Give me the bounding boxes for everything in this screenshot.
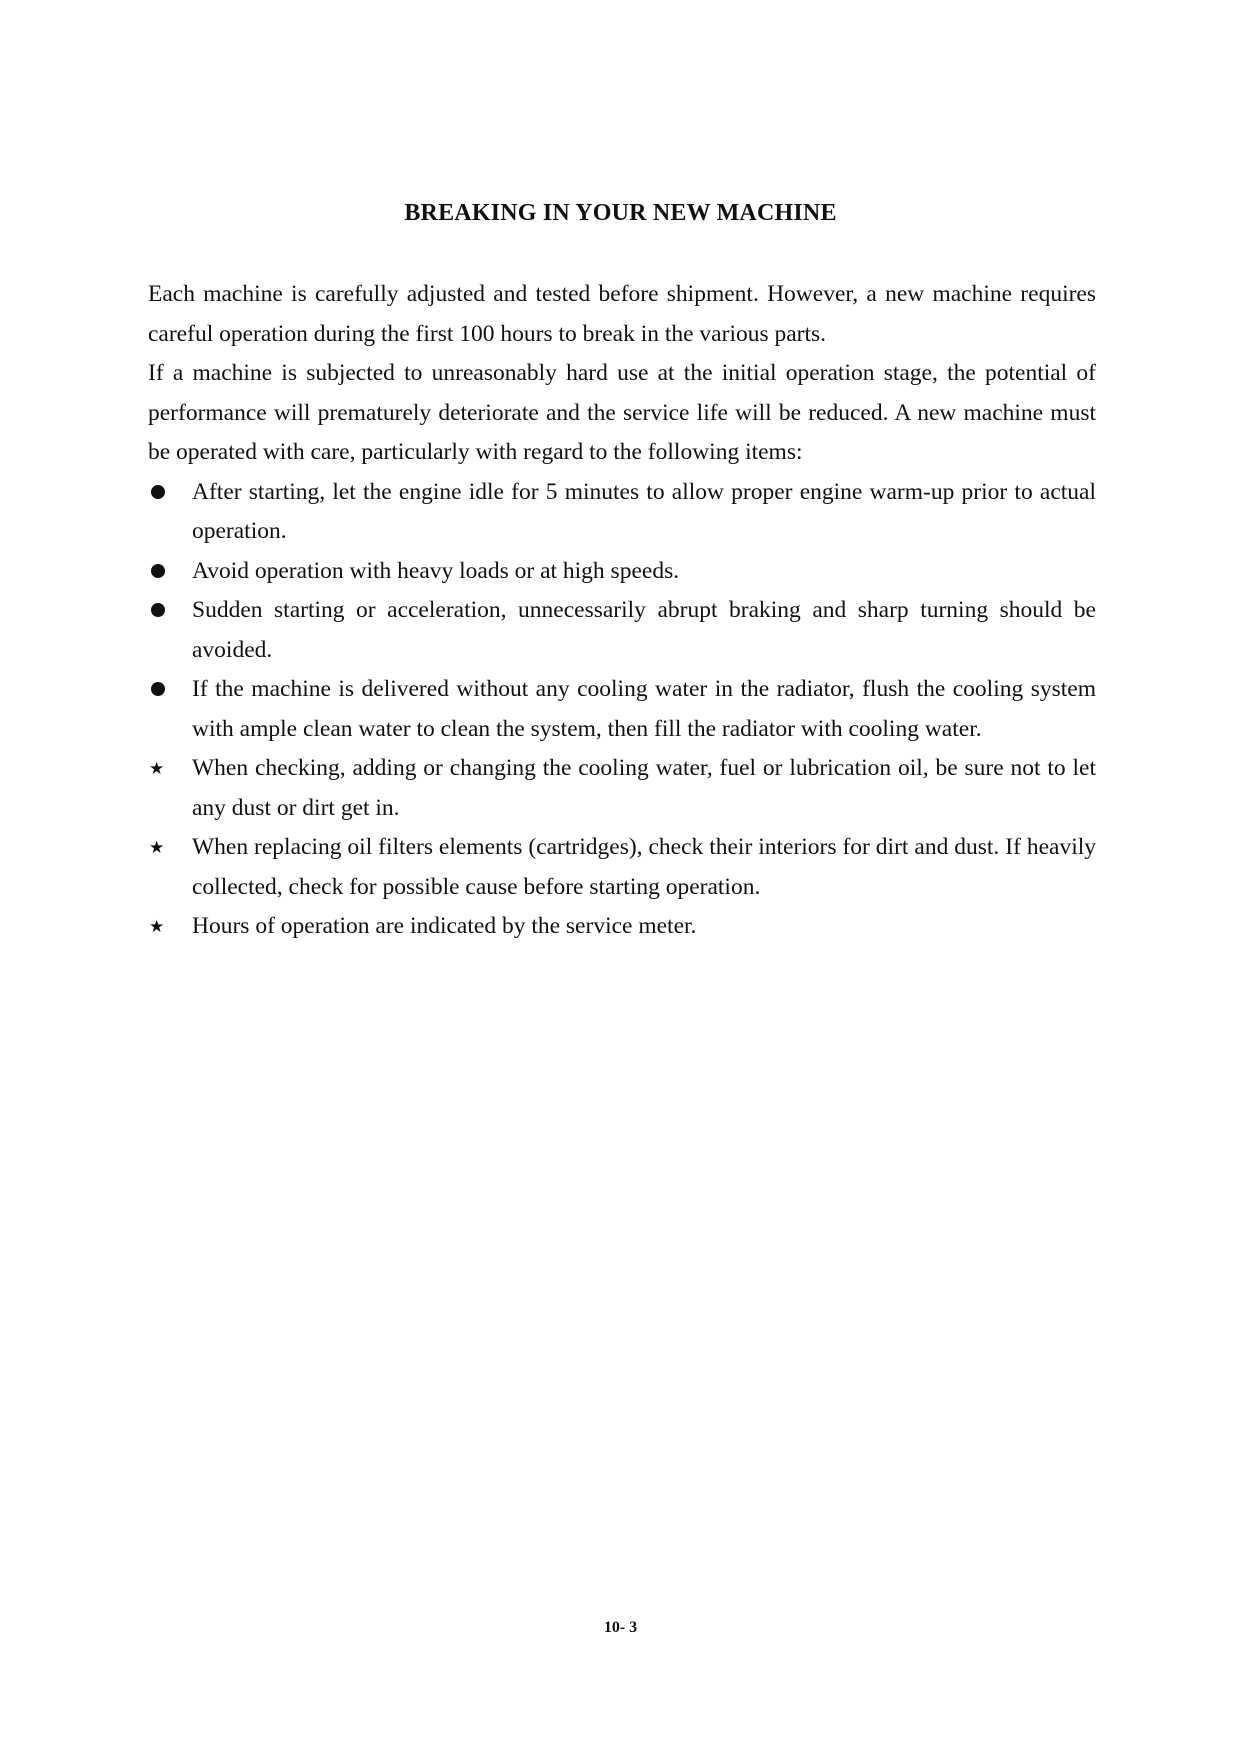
bullet-dot-icon [148, 670, 172, 710]
list-item [148, 670, 1096, 749]
page-title: BREAKING IN YOUR NEW MACHINE [404, 200, 837, 226]
list-item [148, 828, 1096, 907]
bullet-dot-icon [148, 473, 172, 513]
warning-paragraph: If a machine is subjected to unreasonably hard use at the initial operation stage, the potential of performance will prematurely deteriorate and the service life will be reduced. A new machine must be operated with care, particularly with regard to the following items: [148, 360, 1096, 465]
bullet-dot-icon [148, 552, 172, 592]
list-item-text: When checking, adding or changing the cooling water, fuel or lubrication oil, be sure not to let any dust or dirt get in. [192, 755, 1096, 821]
bullet-dot-icon [148, 591, 172, 631]
list-item [148, 907, 1096, 947]
list-item-text: If the machine is delivered without any cooling water in the radiator, flush the cooling system with ample clean water to clean the system, then fill the radiator with cooling water. [192, 676, 1096, 742]
list-item-text: Hours of operation are indicated by the service meter. [192, 913, 697, 939]
list-item [148, 552, 1096, 592]
list-item-text: Sudden starting or acceleration, unnecessarily abrupt braking and sharp turning should be avoided. [192, 597, 1096, 663]
list-item-text: After starting, let the engine idle for 5 minutes to allow proper engine warm-up prior to actual operation. [192, 478, 1096, 544]
list-item [148, 749, 1096, 828]
body-content [148, 275, 1096, 947]
note-list [148, 749, 1096, 947]
bullet-list [148, 473, 1096, 750]
star-icon: ★ [149, 838, 165, 858]
list-item [148, 591, 1096, 670]
list-item [148, 473, 1096, 552]
star-icon: ★ [149, 917, 165, 937]
list-item-text: Avoid operation with heavy loads or at high speeds. [192, 557, 680, 584]
star-icon: ★ [149, 759, 165, 779]
page-number: 10- 3 [603, 1619, 638, 1636]
intro-paragraph: Each machine is carefully adjusted and tested before shipment. However, a new machine requires careful operation during the first 100 hours to break in the various parts. [148, 281, 1096, 347]
list-item-text: When replacing oil filters elements (cartridges), check their interiors for dirt and dust. If heavily collected, check for possible cause before starting operation. [192, 834, 1096, 900]
